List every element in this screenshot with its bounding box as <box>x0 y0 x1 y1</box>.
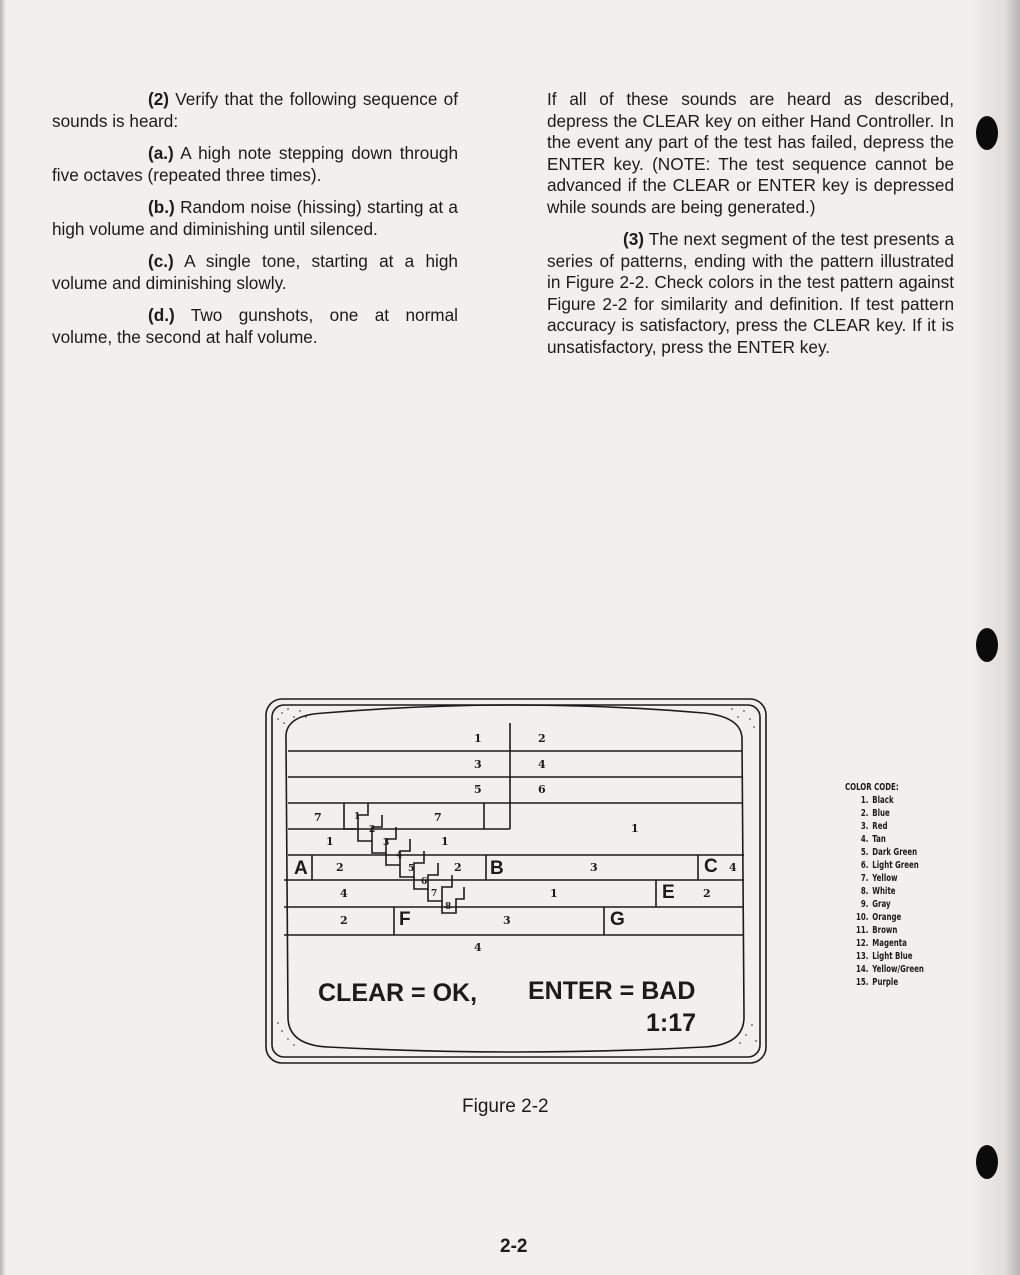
sound-c-paragraph <box>52 251 458 294</box>
page-number: 2-2 <box>500 1236 528 1257</box>
top-number: 6 <box>538 783 546 796</box>
step-3-text: The next segment of the test presents a series of patterns, ending with the pattern illustrated in Figure 2-2. Check colors in the test pattern against Figure 2-2 for similarity and definition. If test pattern accuracy is satisfactory, press the CLEAR key. If it is unsatisfactory, press the ENTER key. <box>547 229 954 357</box>
legend-item-name: Black <box>872 795 894 806</box>
legend-item-name: White <box>872 886 896 897</box>
staircase-number: 4 <box>396 851 403 861</box>
legend-item <box>845 833 924 846</box>
legend-item <box>845 794 924 807</box>
sound-b-text: Random noise (hissing) starting at a high volume and diminishing until silenced. <box>52 197 458 239</box>
legend-item-name: Dark Green <box>872 847 918 858</box>
legend-item-number: 9. <box>860 899 869 910</box>
region-number: 2 <box>703 887 711 900</box>
top-number: 4 <box>538 758 546 771</box>
legend-item-number: 7. <box>860 873 869 884</box>
clear-enter-paragraph: If all of these sounds are heard as described, depress the CLEAR key on either Hand Controller. In the event any part of the test has failed, depress the ENTER key. (NOTE: The test sequence cannot be advanced if the CLEAR or ENTER key is depressed while sounds are being generated.) <box>547 89 954 217</box>
legend-item <box>845 976 924 989</box>
left-text-column <box>52 89 458 359</box>
sound-c-text: A single tone, starting at a high volume and diminishing slowly. <box>52 251 458 293</box>
legend-item <box>845 859 924 872</box>
region-letter-f: F <box>399 909 411 930</box>
legend-item-number: 3. <box>860 821 869 832</box>
legend-item-name: Light Green <box>872 860 919 871</box>
legend-item-name: Magenta <box>872 938 907 949</box>
test-pattern-figure <box>264 695 769 1065</box>
step-3-paragraph <box>547 229 954 358</box>
region-number: 4 <box>729 861 737 874</box>
region-number: 4 <box>474 941 482 954</box>
region-letter-b: B <box>490 858 504 879</box>
clear-ok-message: CLEAR = OK, <box>318 979 478 1007</box>
sound-b-paragraph <box>52 197 458 240</box>
staircase-number: 7 <box>431 889 438 899</box>
binder-hole-top <box>976 116 998 150</box>
top-number: 1 <box>474 732 482 745</box>
region-number: 1 <box>631 822 639 835</box>
legend-item <box>845 898 924 911</box>
staircase-number: 5 <box>408 864 415 874</box>
legend-item <box>845 846 924 859</box>
legend-item-name: Blue <box>872 808 890 819</box>
legend-item-name: Yellow <box>872 873 898 884</box>
sound-c-label: (c.) <box>148 251 174 271</box>
region-number: 2 <box>340 914 348 927</box>
legend-item-name: Red <box>872 821 888 832</box>
sound-a-label: (a.) <box>148 143 174 163</box>
region-number: 1 <box>550 887 558 900</box>
region-number: 2 <box>454 861 462 874</box>
sound-b-label: (b.) <box>148 197 175 217</box>
color-code-legend <box>845 781 924 989</box>
binder-hole-bottom <box>976 1145 998 1179</box>
sound-d-text: Two gunshots, one at normal volume, the second at half volume. <box>52 305 458 347</box>
staircase-number: 6 <box>421 877 428 887</box>
legend-item <box>845 963 924 976</box>
legend-item <box>845 872 924 885</box>
staircase-number: 3 <box>383 838 390 848</box>
staircase-number: 1 <box>354 812 361 822</box>
region-number: 7 <box>314 811 322 824</box>
region-number: 4 <box>340 887 348 900</box>
legend-item <box>845 820 924 833</box>
legend-item-number: 1. <box>860 795 869 806</box>
legend-item-number: 13. <box>855 951 869 962</box>
region-letter-g: G <box>610 909 625 930</box>
legend-item-number: 15. <box>855 977 869 988</box>
legend-item-number: 4. <box>860 834 869 845</box>
legend-item-number: 5. <box>860 847 869 858</box>
sound-d-paragraph <box>52 305 458 348</box>
legend-item-number: 14. <box>855 964 869 975</box>
region-number: 3 <box>590 861 598 874</box>
top-number: 5 <box>474 783 482 796</box>
legend-item-number: 8. <box>860 886 869 897</box>
staircase-number: 8 <box>445 902 452 912</box>
legend-item-name: Brown <box>872 925 898 936</box>
region-letter-e: E <box>662 882 675 903</box>
legend-item-name: Purple <box>872 977 899 988</box>
legend-item <box>845 950 924 963</box>
legend-item <box>845 807 924 820</box>
legend-item-number: 6. <box>860 860 869 871</box>
legend-item-number: 2. <box>860 808 869 819</box>
legend-item-name: Gray <box>872 899 891 910</box>
legend-item <box>845 937 924 950</box>
sound-d-label: (d.) <box>148 305 175 325</box>
page-edge-shadow-left <box>0 0 6 1275</box>
test-timer: 1:17 <box>646 1009 697 1037</box>
top-number: 2 <box>538 732 546 745</box>
region-letter-c: C <box>704 856 718 877</box>
staircase-number: 2 <box>369 825 376 835</box>
region-number: 3 <box>503 914 511 927</box>
figure-caption: Figure 2-2 <box>462 1096 549 1117</box>
sound-a-text: A high note stepping down through five octaves (repeated three times). <box>52 143 458 185</box>
step-2-text: Verify that the following sequence of sounds is heard: <box>52 89 458 131</box>
legend-item-name: Orange <box>872 912 902 923</box>
legend-item-number: 12. <box>855 938 869 949</box>
legend-item-name: Tan <box>872 834 886 845</box>
legend-item <box>845 911 924 924</box>
region-number: 1 <box>441 835 449 848</box>
enter-bad-message: ENTER = BAD <box>528 977 696 1005</box>
legend-item-name: Yellow/Green <box>872 964 924 975</box>
legend-list <box>845 794 924 989</box>
right-text-column <box>547 89 954 369</box>
region-number: 1 <box>326 835 334 848</box>
region-letter-a: A <box>294 858 308 879</box>
legend-title: COLOR CODE: <box>845 782 899 793</box>
step-2-label: (2) <box>148 89 170 109</box>
region-number: 2 <box>336 861 344 874</box>
top-number: 3 <box>474 758 482 771</box>
legend-item <box>845 885 924 898</box>
legend-item-number: 10. <box>855 912 869 923</box>
step-3-label: (3) <box>623 229 645 249</box>
binder-hole-middle <box>976 628 998 662</box>
legend-item-number: 11. <box>855 925 869 936</box>
sound-a-paragraph <box>52 143 458 186</box>
region-number: 7 <box>434 811 442 824</box>
legend-item-name: Light Blue <box>872 951 913 962</box>
step-2-paragraph <box>52 89 458 132</box>
legend-item <box>845 924 924 937</box>
